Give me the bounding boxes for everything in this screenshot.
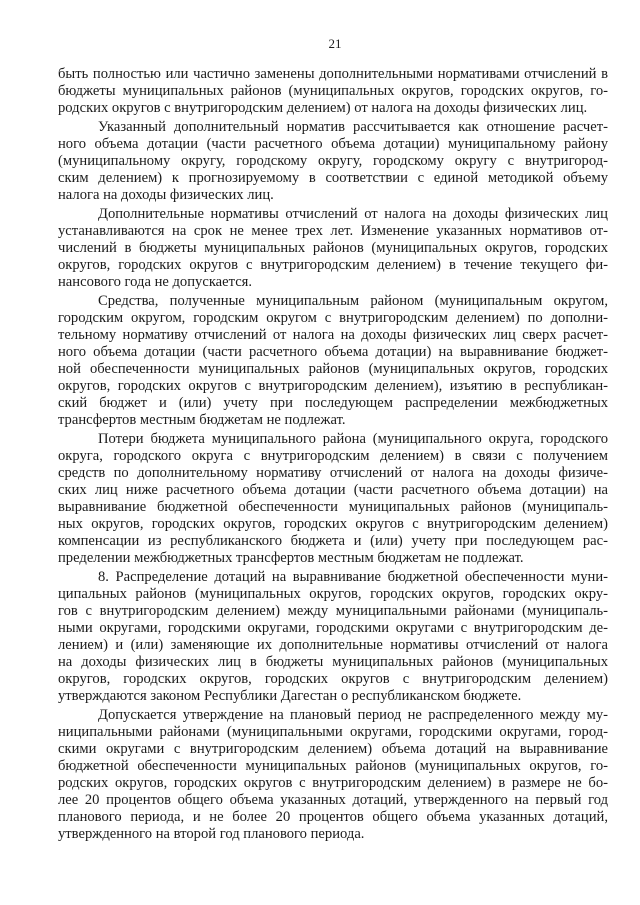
text-line: ский бюджет и (или) учету при последующем распределении межбюджетных: [58, 395, 608, 411]
text-line: округов, городских округов с внутригородским делением), изъятию в республикан-: [58, 378, 608, 394]
text-line: выравнивание бюджетной обеспеченности муниципальных районов (муниципаль-: [58, 499, 608, 515]
text-line: округов, городских округов, городских округов с внутригородским делением): [58, 671, 608, 687]
text-line: Допускается утверждение на плановый период не распределенного между му-: [98, 707, 608, 723]
text-line: 8. Распределение дотаций на выравнивание бюджетной обеспеченности муни-: [98, 569, 608, 585]
text-line: быть полностью или частично заменены дополнительными нормативами отчислений в: [58, 66, 608, 82]
text-line: городским округом, городским округом с внутригородским делением) по дополни-: [58, 310, 608, 326]
paragraph: [58, 206, 608, 291]
text-line: компенсации из республиканского бюджета и (или) учету при последующем рас-: [58, 533, 608, 549]
text-line: на доходы физических лиц в бюджеты муниципальных районов (муниципальных: [58, 654, 608, 670]
text-line: ских лиц ниже расчетного объема дотации (части расчетного объема дотации) на: [58, 482, 608, 498]
text-line: ной обеспеченности муниципальных районов (муниципальных округов, городских: [58, 361, 608, 377]
text-line: утверждаются законом Республики Дагестан о республиканском бюджете.: [58, 688, 522, 704]
paragraph: [58, 66, 608, 117]
paragraph: [58, 431, 608, 567]
text-line: числений в бюджеты муниципальных районов (муниципальных округов, городских: [58, 240, 608, 256]
text-line: гов с внутригородским делением) между муниципальными районами (муниципаль-: [58, 603, 608, 619]
text-line: трансфертов местным бюджетам не подлежат.: [58, 412, 346, 428]
text-line: бюджеты муниципальных районов (муниципальных округов, городских округов, го-: [58, 83, 608, 99]
text-line: родских округов с внутригородским делением) от налога на доходы физических лиц.: [58, 100, 588, 116]
page-number: 21: [328, 36, 342, 51]
text-line: округов, городских округов с внутригородским делением) в течение текущего фи-: [58, 257, 608, 273]
paragraph: [58, 293, 608, 429]
text-line: ниципальными районами (муниципальными округами, городскими округами, город-: [58, 724, 608, 740]
text-line: лее 20 процентов общего объема указанных дотаций, утвержденного на первый год: [58, 792, 608, 808]
text-line: ного объема дотации (части расчетного объема дотации) муниципальному району: [58, 136, 608, 152]
paragraph: [58, 707, 608, 843]
text-line: бюджетной обеспеченности муниципальных районов (муниципальных округов, го-: [58, 758, 608, 774]
text-line: нансового года не допускается.: [58, 274, 253, 290]
text-line: скими округами с внутригородским делением) объема дотаций на выравнивание: [58, 741, 608, 757]
text-line: устанавливаются на срок не менее трех лет. Изменение указанных нормативов от-: [58, 223, 608, 239]
paragraph: [58, 119, 608, 204]
text-line: Средства, полученные муниципальным районом (муниципальным округом,: [98, 293, 608, 309]
text-line: округа, городского округа с внутригородским делением) в связи с получением: [58, 448, 608, 464]
text-line: ных округов, городских округов, городских округов с внутригородским делением): [58, 516, 608, 532]
document-body: [58, 66, 608, 843]
text-line: утвержденного на второй год планового периода.: [58, 826, 365, 842]
text-line: Потери бюджета муниципального района (муниципального округа, городского: [98, 431, 608, 447]
text-line: тельному нормативу отчислений от налога на доходы физических лиц сверх расчет-: [58, 327, 608, 343]
text-line: родских округов, городских округов с внутригородским делением) в размере не бо-: [58, 775, 608, 791]
text-line: ципальных районов (муниципальных округов, городских округов, городских окру-: [58, 586, 608, 602]
text-line: лением) и (или) заменяющие их дополнительные нормативы отчислений от налога: [58, 637, 608, 653]
text-line: Указанный дополнительный норматив рассчитывается как отношение расчет-: [98, 119, 608, 135]
text-line: пределении межбюджетных трансфертов местным бюджетам не подлежат.: [58, 550, 524, 566]
text-line: ного объема дотации (части расчетного объема дотации) на выравнивание бюджет-: [58, 344, 608, 360]
text-line: средств по дополнительному нормативу отчислений от налога на доходы физиче-: [58, 465, 608, 481]
text-line: планового периода, и не более 20 процентов общего объема указанных дотаций,: [58, 809, 608, 825]
text-line: ными округами, городскими округами, городскими округами с внутригородским де-: [58, 620, 608, 636]
text-line: ским делением) к прогнозируемому в соответствии с единой методикой объему: [58, 170, 608, 186]
text-line: (муниципальному округу, городскому округу, городскому округу с внутригород-: [58, 153, 608, 169]
text-line: Дополнительные нормативы отчислений от налога на доходы физических лиц: [98, 206, 608, 222]
paragraph: [58, 569, 608, 705]
text-line: налога на доходы физических лиц.: [58, 187, 274, 203]
